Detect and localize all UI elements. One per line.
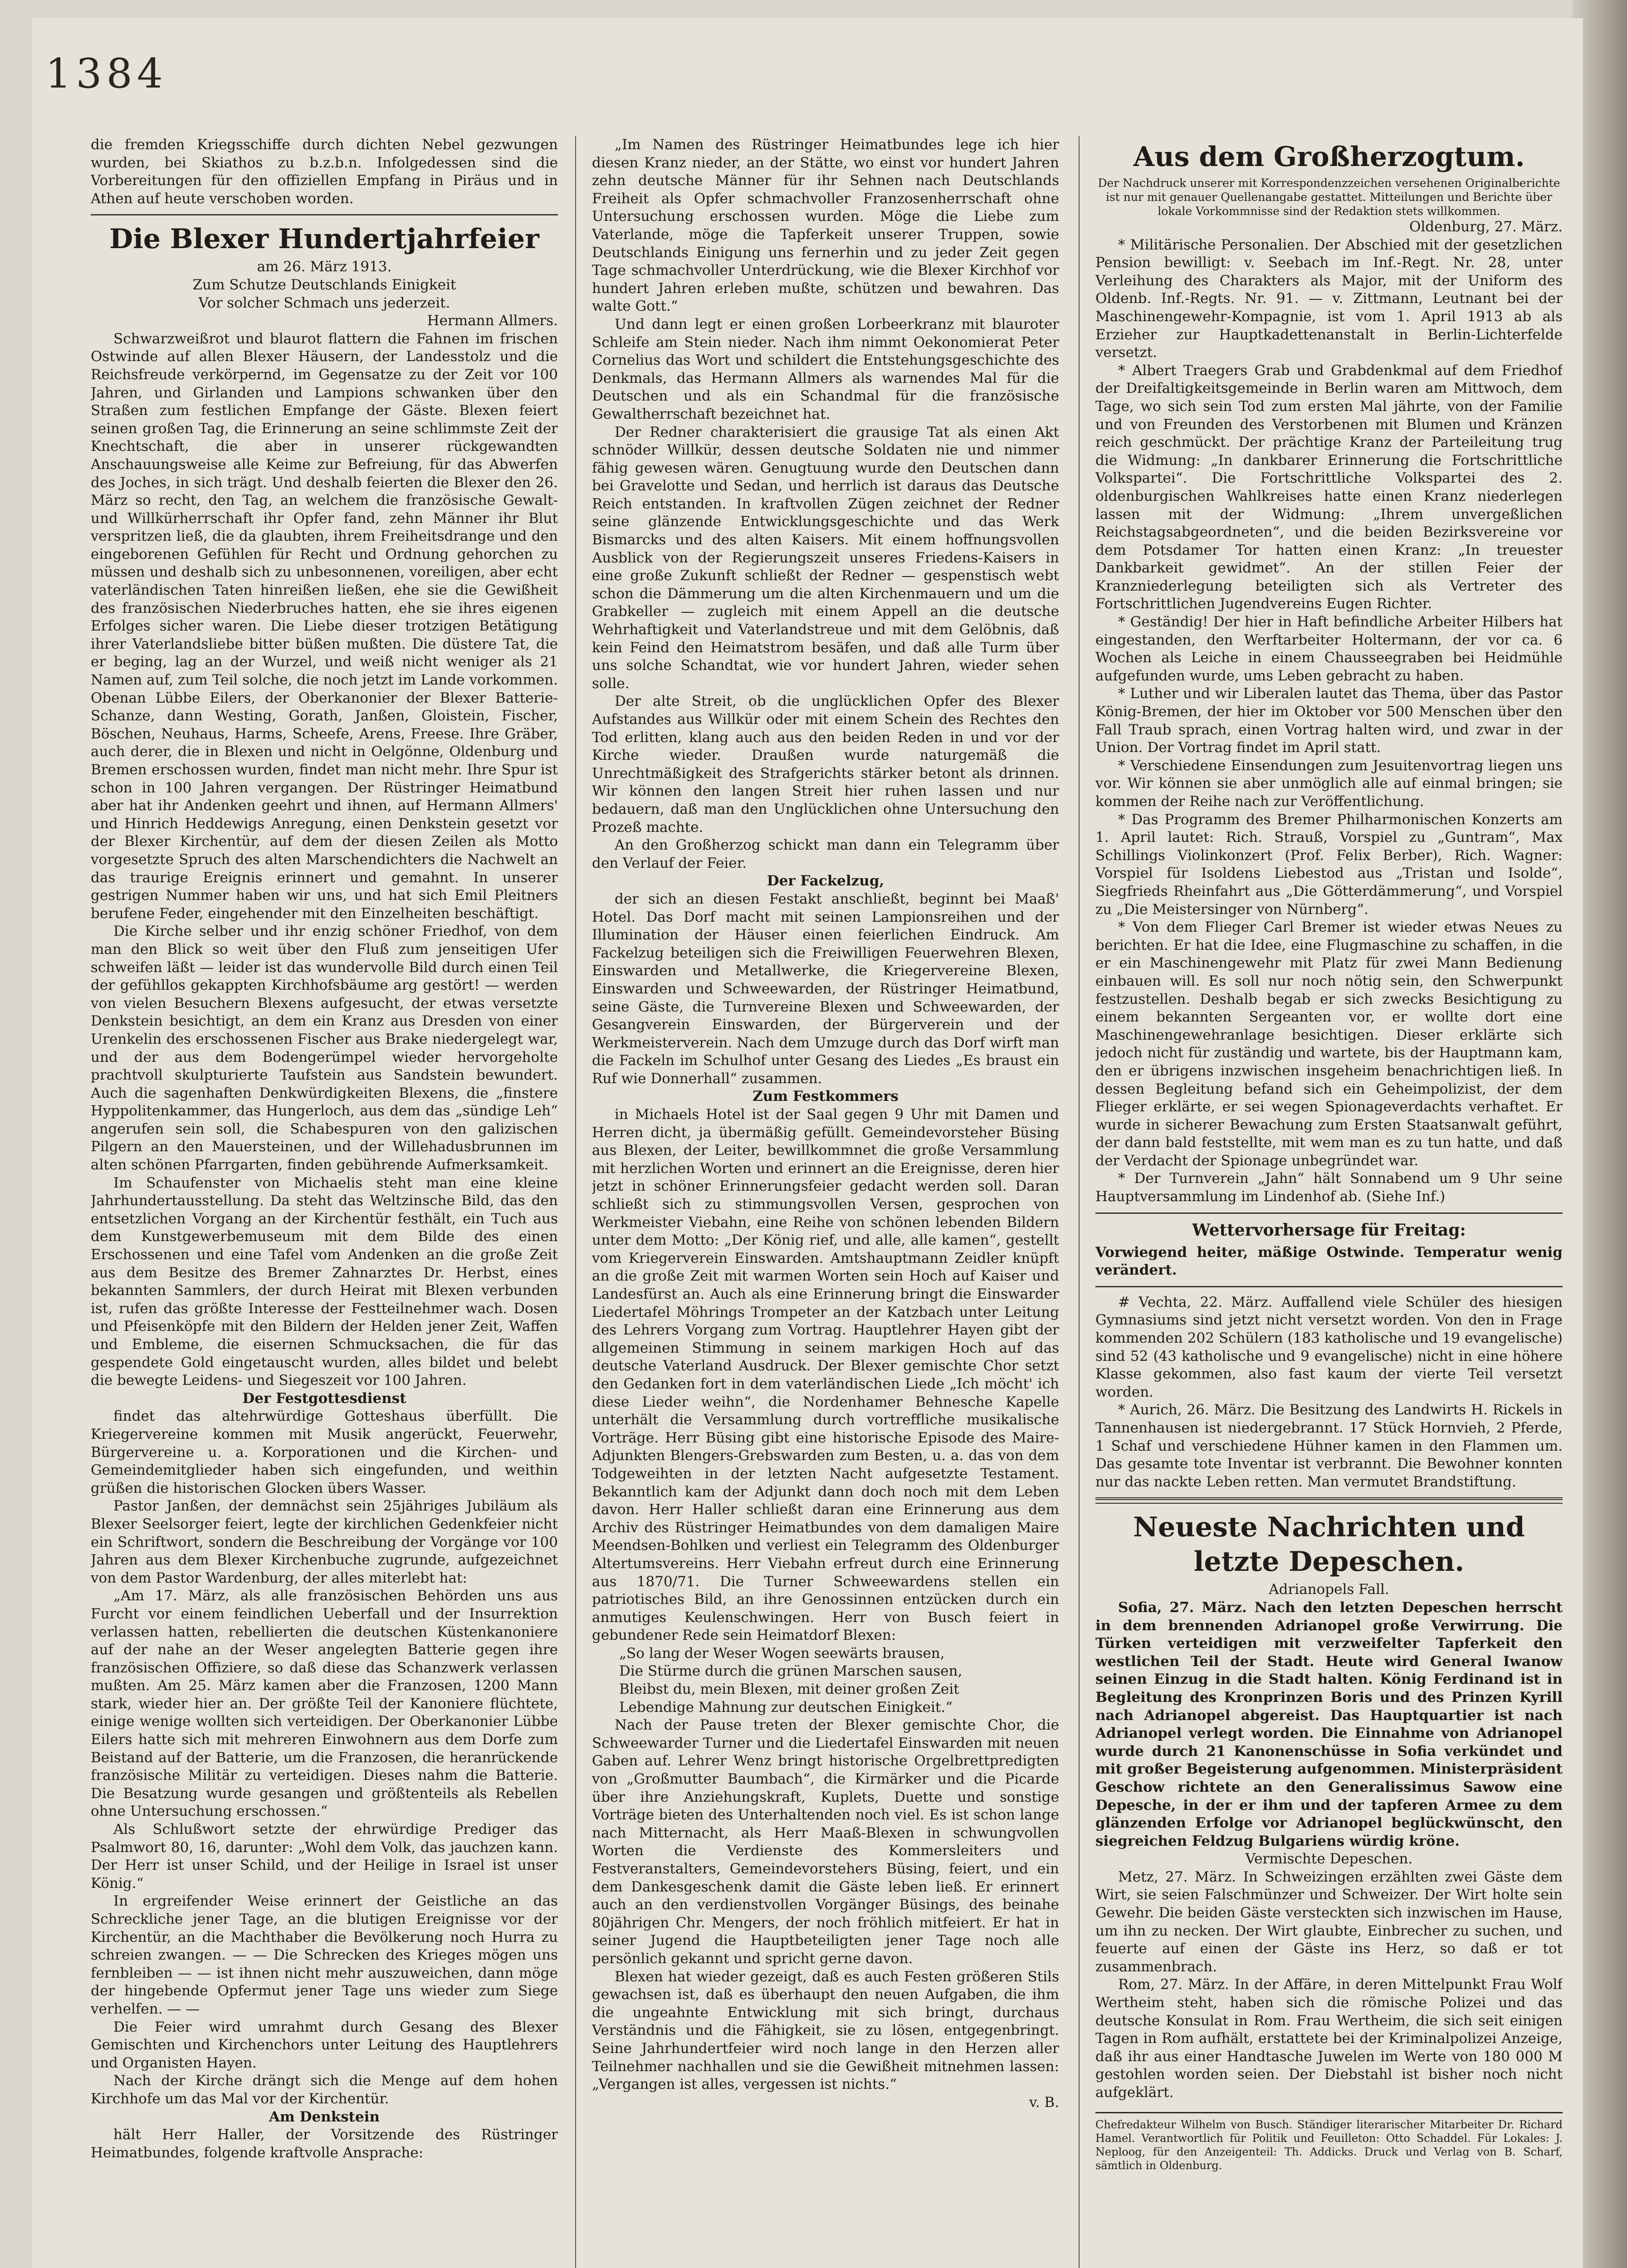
poem-line: Bleibst du, mein Blexen, mit deiner großen Zeit <box>619 1681 959 1698</box>
motto-line: Zum Schutze Deutschlands Einigkeit <box>192 276 456 293</box>
paragraph: der sich an diesen Festakt anschließt, beginnt bei Maaß' Hotel. Das Dorf macht mit seinen Lampionsreihen und der Illumination der Häuser einen feierlichen Eindruck. Am Fackelzug beteiligen sich die Freiwilligen Feuerwehren Blexen, Einswarden und Metallwerke, die Kriegervereine Blexen, Einswarden und Schweewarden, der Rüstringer Heimatbund, seine Gäste, die Turnvereine Blexen und Schweewarden, der Gesangverein Einswarden, der Bürgerverein und der Werkmeisterverein. Nach dem Umzuge durch das Dorf wirft man die Fackeln im Schulhof unter Gesang des Liedes „Es braust ein Ruf wie Donnerhall“ zusammen. <box>592 890 1059 1087</box>
imprint: Chefredakteur Wilhelm von Busch. Ständiger literarischer Mitarbeiter Dr. Richard Hamel. Verantwortlich für Politik und Feuilleton: Otto Schaddel. Für Lokales: J. Neploog, für den Anzeigenteil: Th. Addicks. Druck und Verlag von B. Scharf, sämtlich in Oldenburg. <box>1095 2112 1563 2172</box>
poem-line: Lebendige Mahnung zur deutschen Einigkeit.“ <box>619 1699 953 1716</box>
poem-line: „So lang der Weser Wogen seewärts brausen, <box>619 1645 945 1662</box>
column-middle <box>592 136 1059 2268</box>
continued-text: die fremden Kriegsschiffe durch dichten Nebel gezwungen wurden, bei Skiathos zu b.z.b.n. Infolgedessen sind die Vorbereitungen für den offiziellen Empfang in Piräus und in Athen auf heute verschoben worden. <box>91 137 558 207</box>
subheading: Der Fackelzug, <box>767 873 884 890</box>
column-divider <box>575 136 576 2268</box>
paragraph: In ergreifender Weise erinnert der Geistliche an das Schreckliche jener Tage, an die blutigen Ereignisse vor der Kirchentür, an die Machthaber die Bevölkerung noch Hurra zu schreien zwangen. — — Die Schrecken des Krieges mögen uns fernbleiben — — ist ihnen nicht mehr auszuweichen, dann möge der hingebende Opfermut jener Tage uns wieder zum Siege verhelfen. — — <box>91 1893 558 2017</box>
motto-line: Vor solcher Schmach uns jederzeit. <box>198 294 450 311</box>
paragraph: Nach der Pause treten der Blexer gemischte Chor, die Schweewarder Turner und die Liedertafel Einswarden mit neuen Gaben auf. Lehrer Wenz bringt historische Orgelbrettpredigten von „Großmutter Baumbach“, die Kirmärker und die Picarde über ihre Anziehungskraft, Kuplets, Duette und sonstige Vorträge bieten des Unterhaltenden noch viel. Es ist schon lange nach Mitternacht, als Herr Maaß-Blexen in schwungvollen Worten die Verdienste des Kommersleiters und Festveranstalters, Gemeindevorstehers Büsing, feiert, und ein dem Dankesgeschenk damit die Gäste leben ließ. Er erinnert auch an den verdienstvollen Vorgänger Büsings, des beinahe 80jährigen Chr. Mengers, der noch fröhlich mitfeiert. Er hat in seiner Jugend die Hauptbeteiligten jener Tage noch alle persönlich gekannt und spricht gerne davon. <box>592 1717 1059 1967</box>
weather-heading: Wettervorhersage für Freitag: <box>1192 1220 1466 1240</box>
subheading: Der Festgottesdienst <box>242 1390 406 1407</box>
divider <box>91 214 558 215</box>
news-item: * Luther und wir Liberalen lautet das Thema, über das Pastor König-Bremen, der hier im Oktober vor 500 Menschen über den Fall Traub sprach, einen Vortrag halten wird, und zwar in der Union. Der Vortrag findet im April statt. <box>1095 685 1563 756</box>
paragraph: Die Kirche selber und ihr enzig schöner Friedhof, von dem man den Blick so weit über den Fluß zum jenseitigen Ufer schweifen läßt — leider ist das wundervolle Bild durch einen Teil der gefühllos gekappten Kirchhofsbäume arg gestört! — werden von vielen Besuchern Blexens aufgesucht, der etwas versetzte Denkstein besichtigt, an dem ein Kranz aus Dresden von einer Urenkelin des erschossenen Fischer aus Brake niedergelegt war, und der aus dem Bodengerümpel wieder hervorgeholte prachtvoll skulpturierte Taufstein aus Sandstein bewundert. Auch die sagenhaften Denkwürdigkeiten Blexens, die „finstere Hyppolitenkammer, das Hungerloch, aus dem das „sündige Leh“ angerufen sein soll, die Schabespuren von den galizischen Pilgern an den Mauersteinen, und der Willehadusbrunnen im alten schönen Pfarrgarten, finden gebührende Aufmerksamkeit. <box>91 923 558 1173</box>
column-left <box>91 136 558 2268</box>
paragraph: Schwarzweißrot und blaurot flattern die Fahnen im frischen Ostwinde auf allen Blexer Häusern, der Landesstolz und die Reichsfreude verkörpernd, im Gegensatze zu der Zeit vor 100 Jahren, und Girlanden und Lampions schwanken über den Straßen zum festlichen Empfange der Gäste. Blexen feiert seinen großen Tag, die Erinnerung an seine schlimmste Zeit der Knechtschaft, die aber in unserer rückgewandten Anschauungsweise alle Keime zur Befreiung, für das Abwerfen des Joches, in sich trägt. Und deshalb feierten die Blexer den 26. März so recht, den Tag, an welchem die französische Gewalt- und Willkürherrschaft ihr Opfer fand, zehn Männer ihr Blut verspritzen ließ, die da glaubten, ihrem Freiheitsdrange und den eingeborenen Gefühlen für Recht und Ordnung gehorchen zu müssen und deshalb sich zu unbesonnenen, voreiligen, aber echt vaterländischen Taten hinreißen ließen, ehe sie die Gewißheit des französischen Niederbruches hatten, ehe sie ihres eigenen Erfolges sicher waren. Die Liebe dieser trotzigen Betätigung ihrer Vaterlandsliebe bitter büßen mußten. Die düstere Tat, die er beging, lag an der Wurzel, und weiß nicht weniger als 21 Namen auf, zum Teil solche, die noch jetzt im Lande vorkommen. Obenan Lübbe Eilers, der Oberkanonier der Blexer Batterie-Schanze, dann Westing, Gorath, Janßen, Gloistein, Fischer, Böschen, Neuhaus, Harms, Scheefe, Arens, Freese. Ihre Gräber, auch derer, die in Blexen und nicht in Oelgönne, Oldenburg und Bremen erschossen wurden, findet man nicht mehr. Ihre Spur ist schon in 100 Jahren vergangen. Der Rüstringer Heimatbund aber hat ihr Andenken geehrt und ihnen, auf Hermann Allmers' und Hinrich Heddewigs Anregung, einen Denkstein gesetzt vor der Blexer Kirchentür, auf dem der diesen Zeilen als Motto vorgesetzte Spruch des alten Marschendichters die Nachwelt an das traurige Ereignis erinnert und gemahnt. In unserer gestrigen Nummer haben wir uns, und hat sich Emil Pleitners berufene Feder, eingehender mit den Einzelheiten beschäftigt. <box>91 330 558 922</box>
news-item: * Geständig! Der hier in Haft befindliche Arbeiter Hilbers hat eingestanden, den Werftarbeiter Holtermann, der vor ca. 6 Wochen als Leiche in einem Chausseegraben bei Heidmühle aufgefunden wurde, ums Leben gebracht zu haben. <box>1095 614 1563 684</box>
paragraph: Pastor Janßen, der demnächst sein 25jähriges Jubiläum als Blexer Seelsorger feiert, legte der kirchlichen Gedenkfeier nicht ein Schriftwort, sondern die Beschreibung der Vorgänge vor 100 Jahren aus dem Blexer Kirchenbuche zugrunde, aufgezeichnet von dem Pastor Wardenburg, der alles miterlebt hat: <box>91 1498 558 1586</box>
column-divider <box>1079 136 1080 2268</box>
reprint-notice: Der Nachdruck unserer mit Korrespondenzzeichen versehenen Originalberichte ist nur mit genauer Quellenangabe gestattet. Mitteilungen und Berichte über lokale Vorkommnisse sind der Redaktion stets willkommen. <box>1098 176 1560 218</box>
dateline: Oldenburg, 27. März. <box>1409 219 1563 235</box>
news-item: * Aurich, 26. März. Die Besitzung des Landwirts H. Rickels in Tannenhausen ist niedergebrannt. 17 Stück Hornvieh, 2 Pferde, 1 Schaf und verschiedene Hühner kamen in den Flammen um. Das gesamte tote Inventar ist verbrannt. Die Bewohner konnten nur das nackte Leben retten. Man vermutet Brandstiftung. <box>1095 1402 1563 1490</box>
news-item: Metz, 27. März. In Schweizingen erzählten zwei Gäste dem Wirt, sie seien Falschmünzer und Schweizer. Der Wirt holte sein Gewehr. Die beiden Gäste versteckten sich inzwischen im Hause, um ihn zu necken. Der Wirt glaubte, Einbrecher zu suchen, und feuerte auf einen der Gäste ins Herz, so daß er tot zusammenbrach. <box>1095 1868 1563 1975</box>
paragraph: Blexen hat wieder gezeigt, daß es auch Festen größeren Stils gewachsen ist, daß es überhaupt den neuen Aufgaben, die ihm die ungeahnte Entwicklung mit sich bringt, durchaus Verständnis und die Fähigkeit, sie zu lösen, entgegenbringt. Seine Jahrhundertfeier wird noch lange in den Herzen aller Teilnehmer nachhallen und sie die Gewißheit mitnehmen lassen: „Vergangen ist alles, vergessen ist nichts.“ <box>592 1968 1059 2093</box>
weather-forecast: Vorwiegend heiter, mäßige Ostwinde. Temperatur wenig verändert. <box>1095 1244 1563 1279</box>
subheading: Adrianopels Fall. <box>1269 1581 1389 1598</box>
paragraph: Und dann legt er einen großen Lorbeerkranz mit blauroter Schleife am Stein nieder. Nach ihm nimmt Oekonomierat Peter Cornelius das Wort und schildert die Entstehungsgeschichte des Denkmals, das Hermann Allmers als warnendes Mal für die Deutschen und als ein Schandmal für die französische Gewaltherrschaft bezeichnet hat. <box>592 316 1059 422</box>
paragraph: Als Schlußwort setzte der ehrwürdige Prediger das Psalmwort 80, 16, darunter: „Wohl dem Volk, das jauchzen kann. Der Herr ist unser Schild, und der Heilige in Israel ist unser König.“ <box>91 1821 558 1892</box>
news-item: Rom, 27. März. In der Affäre, in deren Mittelpunkt Frau Wolf Wertheim steht, haben sich die römische Polizei und das deutsche Konsulat in Rom. Frau Wertheim, die sich seit einigen Tagen in Rom aufhält, erstattete bei der Kriminalpolizei Anzeige, daß ihr aus einer Handtasche Juwelen im Werte von 180 000 M gestohlen worden seien. Der Diebstahl ist bisher noch nicht aufgeklärt. <box>1095 1976 1563 2101</box>
paragraph: An den Großherzog schickt man dann ein Telegramm über den Verlauf der Feier. <box>592 837 1059 871</box>
paragraph: Der Redner charakterisiert die grausige Tat als einen Akt schnöder Willkür, dessen deutsche Soldaten nie und nimmer fähig gewesen wären. Genugtuung wurde den Deutschen dann bei Gravelotte und Sedan, und herrlich ist daraus das Deutsche Reich entstanden. In kraftvollen Zügen zeichnet der Redner seine glänzende Entwicklungsgeschichte und das Werk Bismarcks und des alten Kaisers. Mit einem hoffnungsvollen Ausblick von der Regierungszeit unseres Friedens-Kaisers in eine große Zukunft schließt der Redner — gespenstisch webt schon die Dämmerung um die alten Kirchenmauern und um die Grabkeller — zugleich mit einem Appell an die deutsche Wehrhaftigkeit und Vaterlandstreue und mit dem Gelöbnis, daß kein Feind den Heimatstrom besäfen, und daß alle Turm über uns solche Schandtat, wie vor hundert Jahren, wieder sehen solle. <box>592 424 1059 692</box>
paragraph: Die Feier wird umrahmt durch Gesang des Blexer Gemischten und Kirchenchors unter Leitung des Hauptlehrers und Organisten Hayen. <box>91 2019 558 2071</box>
paragraph: findet das altehrwürdige Gotteshaus überfüllt. Die Kriegervereine kommen mit Musik angerückt, Feuerwehr, Bürgervereine u. a. Korporationen und die Kirchen- und Gemeindemitglieder haben sich eingefunden, und weithin grüßen die historischen Glocken übers Wasser. <box>91 1408 558 1496</box>
paragraph: „Im Namen des Rüstringer Heimatbundes lege ich hier diesen Kranz nieder, an der Stätte, wo einst vor hundert Jahren zehn deutsche Männer für ihr Sehnen nach Deutschlands Freiheit als Opfer schmachvoller Franzosenherrschaft ohne Untersuchung erschossen wurden. Möge die Liebe zum Vaterlande, möge die Tapferkeit unserer Truppen, sowie Deutschlands Einigung uns fernerhin und zu jeder Zeit gegen Tage schmachvoller Unterdrückung, wie die Blexer Kirchhof vor hundert Jahren erleben mußte, schützen und bewahren. Das walte Gott.“ <box>592 137 1059 315</box>
article-date: am 26. März 1913. <box>257 259 392 275</box>
subheading: Zum Festkommers <box>752 1088 899 1105</box>
news-item: * Der Turnverein „Jahn“ hält Sonnabend um 9 Uhr seine Hauptversammlung im Lindenhof ab. (Siehe Inf.) <box>1095 1170 1563 1205</box>
paragraph: Im Schaufenster von Michaelis steht man eine kleine Jahrhundertausstellung. Da steht das Weltzinsche Bild, das den entsetzlichen Vorgang an der Kirchentür festhält, ein Tuch aus dem Kunstgewerbemuseum mit dem Bilde des einen Erschossenen und eine Tafel vom Andenken an die große Zeit aus dem Besitze des Bremer Zahnarztes Dr. Herbst, eines bekannten Sammlers, der durch Heirat mit Blexen verbunden ist, rufen das größte Interesse der Festteilnehmer wach. Dosen und Pfeisenköpfe mit den Bildern der Helden jener Zeit, Waffen und Embleme, die eisernen Schmucksachen, die für das gespendete Gold eingetauscht wurden, alles bildet und belebt die bewegte Leidens- und Siegeszeit vor 100 Jahren. <box>91 1174 558 1389</box>
subheading: Vermischte Depeschen. <box>1245 1851 1413 1867</box>
news-item: * Militärische Personalien. Der Abschied mit der gesetzlichen Pension bewilligt: v. Seebach im Inf.-Regt. Nr. 28, unter Verleihung des Charakters als Major, mit der Uniform des Oldenb. Inf.-Regts. Nr. 91. — v. Zittmann, Leutnant bei der Maschinengewehr-Kompagnie, ist vom 1. April 1913 ab als Erzieher zur Hauptkadettenanstalt in Berlin-Lichterfelde versetzt. <box>1095 236 1563 361</box>
news-item: * Verschiedene Einsendungen zum Jesuitenvortrag liegen uns vor. Wir können sie aber unmöglich alle auf einmal bringen; sie kommen der Reihe nach zur Veröffentlichung. <box>1095 757 1563 810</box>
author-signature: v. B. <box>1029 2094 1059 2111</box>
column-right <box>1095 136 1563 2268</box>
double-divider <box>1095 1497 1563 1504</box>
page-number: 1384 <box>45 50 168 98</box>
section-headline: Neueste Nachrichten und letzte Depeschen. <box>1133 1511 1525 1578</box>
paragraph: Der alte Streit, ob die unglücklichen Opfer des Blexer Aufstandes aus Willkür oder mit einem Schein des Rechtes den Tod erlitten, klang auch aus den beiden Reden in und vor der Kirche wieder. Draußen wurde naturgemäß die Unrechtmäßigkeit des Strafgerichts stärker betont als drinnen. Wir können den langen Streit hier ruhen lassen und nur bedauern, daß man den Unglücklichen ohne Untersuchung den Prozeß machte. <box>592 693 1059 836</box>
paragraph: hält Herr Haller, der Vorsitzende des Rüstringer Heimatbundes, folgende kraftvolle Ansprache: <box>91 2126 558 2161</box>
divider <box>1095 1212 1563 1214</box>
article-headline: Die Blexer Hundertjahrfeier <box>109 223 539 255</box>
news-item: Sofia, 27. März. Nach den letzten Depeschen herrscht in dem brennenden Adrianopel große Verwirrung. Die Türken verteidigen mit verzweifelter Tapferkeit den westlichen Teil der Stadt. Heute wird General Iwanow seinen Einzug in die Stadt halten. König Ferdinand ist in Begleitung des Kronprinzen Boris und des Prinzen Kyrill nach Adrianopel abgereist. Das Hauptquartier ist nach Adrianopel verlegt worden. Die Einnahme von Adrianopel wurde durch 21 Kanonenschüsse in Sofia verkündet und mit großer Begeisterung aufgenommen. Ministerpräsident Geschow richtete an den Generalissimus Sawow eine Depesche, in der er ihm und der tapferen Armee zu dem glänzenden Erfolge vor Adrianopel beglückwünscht, den siegreichen Feldzug Bulgariens würdig kröne. <box>1095 1599 1563 1849</box>
news-item: * Albert Traegers Grab und Grabdenkmal auf dem Friedhof der Dreifaltigkeitsgemeinde in Berlin waren am Mittwoch, dem Tage, wo sich sein Tod zum ersten Mal jährte, von der Familie und von Freunden des Verstorbenen mit Blumen und Kränzen reich geschmückt. Der prächtige Kranz der Parteileitung trug die Widmung: „In dankbarer Erinnerung die Fortschrittliche Volkspartei“. Die Fortschrittliche Volkspartei des 2. oldenburgischen Wahlkreises hatte einen Kranz niederlegen lassen mit der Widmung: „Ihrem unvergeßlichen Reichstagsabgeordneten“, und die beiden Bezirksvereine vor dem Potsdamer Tor hatten einen Kranz: „In treuester Dankbarkeit gewidmet“. An der stillen Feier der Kranzniederlegung beteiligten sich als Vertreter des Fortschrittlichen Jugendvereins Eugen Richter. <box>1095 362 1563 612</box>
news-item: # Vechta, 22. März. Auffallend viele Schüler des hiesigen Gymnasiums sind jetzt nicht versetzt worden. Von den in Frage kommenden 202 Schülern (183 katholische und 19 evangelische) sind 52 (43 katholische und 9 evangelische) nicht in eine höhere Klasse gekommen, also fast kaum der vierte Teil versetzt worden. <box>1095 1294 1563 1400</box>
news-item: * Von dem Flieger Carl Bremer ist wieder etwas Neues zu berichten. Er hat die Idee, eine Flugmaschine zu schaffen, in die er ein Maschinengewehr mit Platz für zwei Mann Bedienung einbauen will. Es soll nur noch nötig sein, den Schwerpunkt festzustellen. Deshalb begab er sich zwecks Besichtigung zu einem bekannten Sergeanten vor, er wollte dort eine Maschinengewehranlage besichtigen. Dieser erklärte sich jedoch nicht für zuständig und wartete, bis der Hauptmann kam, den er übrigens inzwischen insgeheim benachrichtigen ließ. In dessen Begleitung befand sich ein Geheimpolizist, der dem Flieger erklärte, er sei wegen Spionageverdachts verhaftet. Er wurde in sicherer Bewachung zum Ersten Staatsanwalt geführt, der dann bald feststellte, mit wem man es zu tun hatte, und daß der Verdacht der Spionage unbegründet war. <box>1095 919 1563 1169</box>
poem-line: Die Stürme durch die grünen Marschen sausen, <box>619 1663 963 1680</box>
divider <box>1095 1286 1563 1287</box>
paragraph: „Am 17. März, als alle französischen Behörden uns aus Furcht vor einem feindlichen Ueberfall und der Insurrektion verlassen hatten, rebellierten die deutschen Küstenkanoniere auf der nahe an der Weser angelegten Batterie gegen ihre französischen Offiziere, so daß diese das Schanzwerk verlassen mußten. Am 25. März kamen aber die Franzosen, 1200 Mann stark, wieder hier an. Der größte Teil der Kanoniere flüchtete, einige wenige wollten sich verteidigen. Der Oberkanonier Lübbe Eilers hatte sich mit mehreren Einwohnern aus dem Dorfe zum Beistand auf der Batterie, um die Franzosen, die heranrückende französische Militär zu verteidigen. Dieses nahm die Batterie. Die Besatzung wurde gesangen und größtenteils als Rebellen ohne Untersuchung erschossen.“ <box>91 1588 558 1820</box>
motto-author: Hermann Allmers. <box>427 313 558 329</box>
section-headline: Aus dem Großherzogtum. <box>1133 141 1525 173</box>
paragraph: in Michaels Hotel ist der Saal gegen 9 Uhr mit Damen und Herren dicht, ja übermäßig gefüllt. Gemeindevorsteher Büsing aus Blexen, der Leiter, bewillkommnet die große Versammlung mit herzlichen Worten und erinnert an die Ereignisse, deren hier jetzt in schöner Erinnerungsfeier gedacht werden soll. Daran schließt sich zu stimmungsvollen Versen, gesprochen von Werkmeister Viebahn, eine Reihe von schönen lebenden Bildern unter dem Motto: „Der König rief, und alle, alle kamen“, gestellt vom Kriegerverein Einswarden. Amtshauptmann Zeidler knüpft an die große Zeit mit warmen Worten sein Hoch auf Kaiser und Landesfürst an. Auch als eine Erinnerung bringt die Einswarder Liedertafel Möhrings Trompeter an der Katzbach unter Leitung des Lehrers Vorgang zum Vortrag. Hauptlehrer Hayen gibt der allgemeinen Stimmung in seinem markigen Hoch auf das deutsche Vaterland Ausdruck. Der Blexer gemischte Chor setzt den Gedanken fort in dem vaterländischen Liede „Ich möcht' ich diese Lieder weihn“, die Nordenhamer Behnesche Kapelle unterhält die Versammlung durch vortreffliche musikalische Vorträge. Herr Büsing gibt eine historische Episode des Maire-Adjunkten Blengers-Grebswarden zum Besten, u. a. das von dem Todgeweihten in der letzten Nacht aufgesetzte Testament. Bekanntlich kam der Adjunkt dann doch noch mit dem Leben davon. Herr Haller schließt daran eine Erinnerung aus dem Archiv des Rüstringer Heimatbundes von dem damaligen Maire Meendsen-Bohlken und verliest ein Telegramm des Oldenburger Altertumsvereins. Herr Viebahn erfreut durch eine Erinnerung aus 1870/71. Die Turner Schweewardens stellen ein patriotisches Bild, an ihre Genossinnen entzücken durch ein anmutiges Keulenschwingen. Herr von Busch feiert in gebundener Rede sein Heimatdorf Blexen: <box>592 1106 1059 1644</box>
subheading: Am Denkstein <box>269 2108 380 2125</box>
paragraph: Nach der Kirche drängt sich die Menge auf dem hohen Kirchhofe um das Mal vor der Kirchentür. <box>91 2072 558 2107</box>
news-item: * Das Programm des Bremer Philharmonischen Konzerts am 1. April lautet: Rich. Strauß, Vorspiel zu „Guntram“, Max Schillings Violinkonzert (Prof. Felix Berber), Rich. Wagner: Vorspiel für Isoldens Liebestod aus „Tristan und Isolde“, Siegfrieds Rheinfahrt aus „Die Götterdämmerung“, und Vorspiel zu „Die Meistersinger von Nürnberg“. <box>1095 811 1563 918</box>
